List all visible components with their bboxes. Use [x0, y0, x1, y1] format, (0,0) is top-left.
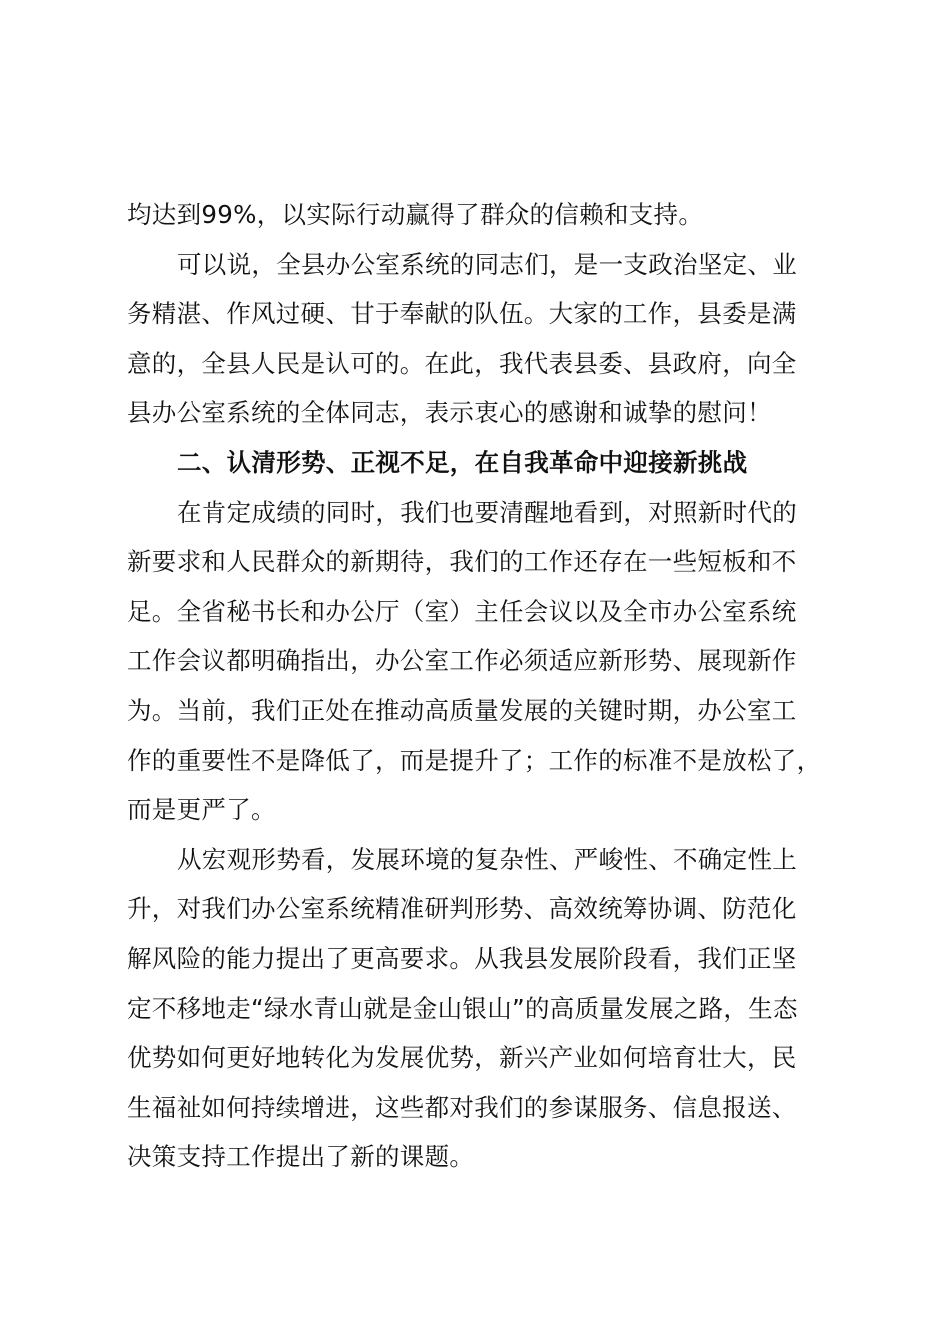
text-line: 升，对我们办公室系统精准研判形势、高效统筹协调、防范化 — [127, 894, 797, 924]
text-line: 决策支持工作提出了新的课题。 — [127, 1142, 475, 1172]
document-body — [127, 190, 827, 1182]
text-line: 可以说，全县办公室系统的同志们，是一支政治坚定、业 — [177, 249, 797, 279]
paragraph-p3 — [127, 488, 827, 835]
text-line: 务精湛、作风过硬、甘于奉献的队伍。大家的工作，县委是满 — [127, 299, 797, 329]
text-line: 生福祉如何持续增进，这些都对我们的参谋服务、信息报送、 — [127, 1092, 797, 1122]
text-line: 工作会议都明确指出，办公室工作必须适应新形势、展现新作 — [127, 646, 797, 676]
text-line: 解风险的能力提出了更高要求。从我县发展阶段看，我们正坚 — [127, 943, 797, 973]
text-line: 定不移地走“绿水青山就是金山银山”的高质量发展之路，生态 — [127, 993, 798, 1023]
paragraph-p4 — [127, 835, 827, 1182]
text-line: 意的，全县人民是认可的。在此，我代表县委、县政府，向全 — [127, 348, 797, 378]
text-line: 足。全省秘书长和办公厅（室）主任会议以及全市办公室系统 — [127, 596, 797, 626]
heading-text: 二、认清形势、正视不足，在自我革命中迎接新挑战 — [177, 447, 748, 477]
text-line: 优势如何更好地转化为发展优势，新兴产业如何培育壮大，民 — [127, 1043, 797, 1073]
text-line: 新要求和人民群众的新期待，我们的工作还存在一些短板和不 — [127, 547, 797, 577]
text-line: 均达到99%，以实际行动赢得了群众的信赖和支持。 — [127, 200, 704, 229]
text-line: 在肯定成绩的同时，我们也要清醒地看到，对照新时代的 — [177, 497, 797, 527]
paragraph-p1-continued — [127, 190, 827, 240]
text-line: 而是更严了。 — [127, 795, 276, 825]
text-line: 作的重要性不是降低了，而是提升了；工作的标准不是放松了， — [127, 745, 822, 775]
paragraph-p2 — [127, 240, 827, 438]
text-line: 县办公室系统的全体同志，表示衷心的感谢和诚挚的慰问！ — [127, 398, 772, 428]
section-heading — [127, 438, 827, 488]
text-line: 为。当前，我们正处在推动高质量发展的关键时期，办公室工 — [127, 695, 797, 725]
text-line: 从宏观形势看，发展环境的复杂性、严峻性、不确定性上 — [177, 844, 797, 874]
